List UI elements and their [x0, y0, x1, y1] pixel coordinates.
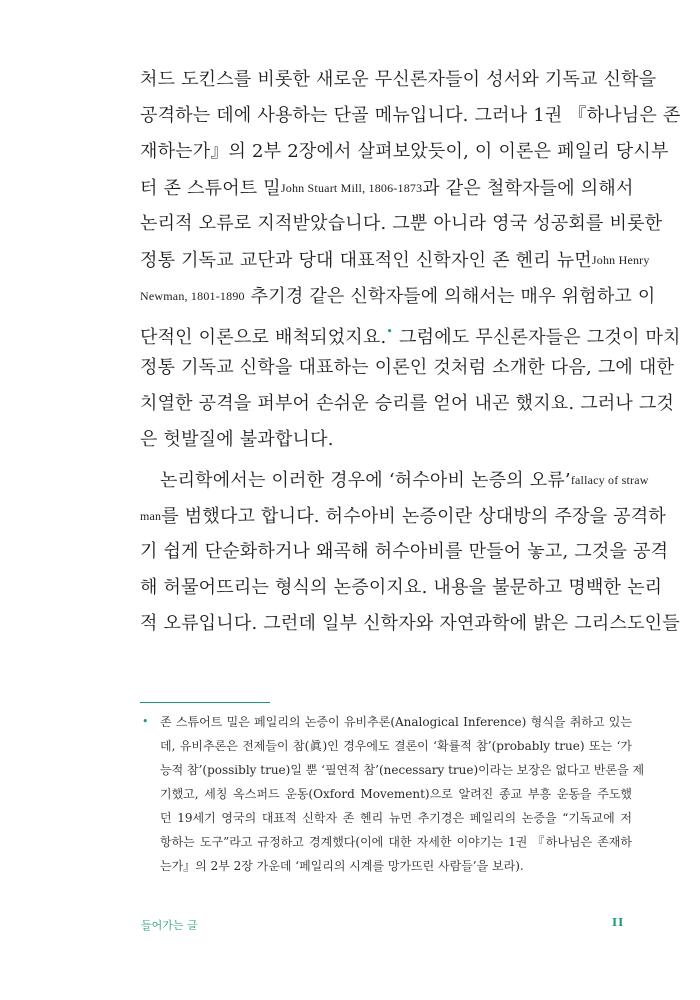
text-line [140, 242, 650, 278]
page-number: II [612, 916, 625, 929]
running-footer-section: 들어가는 글 [141, 919, 198, 932]
text-segment: 그럼에도 무신론자들은 그것이 마치 [393, 327, 681, 348]
text-segment: 과 같은 철학자들에 의해서 [422, 178, 634, 199]
footnote-marker[interactable]: • [386, 325, 394, 338]
text-line: 처드 도킨스를 비롯한 새로운 무신론자들이 성서와 기독교 신학을 [140, 69, 657, 90]
text-line: 적 오류입니다. 그런데 일부 신학자와 자연과학에 밝은 그리스도인들 [140, 613, 680, 634]
text-segment: 정통 기독교 교단과 당대 대표적인 신학자인 존 헨리 뉴먼 [140, 250, 592, 271]
footnote-line: 항하는 도구”라고 규정하고 경계했다(이에 대한 자세한 이야기는 1권 『하나님은 존재하 [160, 835, 632, 849]
text-line: 은 헛발질에 불과합니다. [140, 429, 334, 450]
text-line: 논리적 오류로 지적받았습니다. 그뿐 아니라 영국 성공회를 비롯한 [140, 213, 663, 234]
text-segment: 터 존 스튜어트 밀 [140, 178, 281, 199]
footnote-line: 기했고, 세칭 옥스퍼드 운동(Oxford Movement)으로 알려진 종교 부흥 운동을 주도했 [160, 787, 632, 801]
text-line: 기 쉽게 단순화하거나 왜곡해 허수아비를 만들어 놓고, 그것을 공격 [140, 541, 669, 562]
gloss-english: Newman, 1801-1890 [140, 289, 245, 303]
text-line [140, 314, 681, 350]
text-line: 재하는가』의 2부 2장에서 살펴보았듯이, 이 이론은 페일리 당시부 [140, 141, 669, 162]
text-segment: 추기경 같은 신학자들에 의해서는 매우 위험하고 이 [244, 286, 656, 307]
footnote-line: 존 스튜어트 밀은 페일리의 논증이 유비추론(Analogical Inference) 형식을 취하고 있는 [160, 715, 632, 729]
text-segment: 논리학에서는 이러한 경우에 ‘허수아비 논증의 오류’ [160, 470, 571, 491]
text-segment: 단적인 이론으로 배척되었지요. [140, 327, 387, 348]
text-line: 치열한 공격을 퍼부어 손쉬운 승리를 얻어 내곤 했지요. 그러나 그것 [140, 393, 675, 414]
footnote-divider [140, 702, 270, 703]
text-line [140, 462, 649, 498]
text-line [140, 170, 632, 206]
text-line: 정통 기독교 신학을 대표하는 이론인 것처럼 소개한 다음, 그에 대한 [140, 357, 675, 378]
gloss-english: John Henry [591, 253, 650, 267]
text-line [140, 498, 666, 534]
body-text [140, 62, 681, 642]
footnote-bullet: • [142, 715, 149, 728]
footnote-line: 데, 유비추론은 전제들이 참(眞)인 경우에도 결론이 ‘확률적 참’(probably true) 또는 ‘가 [160, 739, 632, 753]
footnote [142, 710, 645, 878]
footnote-line: 는가』의 2부 2장 가운데 ‘페일리의 시계를 망가뜨린 사람들’을 보라). [160, 859, 524, 873]
footnote-line: 능적 참’(possibly true)일 뿐 ‘필연적 참’(necessary true)이라는 보장은 없다고 반론을 제 [160, 763, 645, 777]
text-segment: 를 범했다고 합니다. 허수아비 논증이란 상대방의 주장을 공격하 [161, 506, 666, 527]
gloss-english: man [140, 509, 162, 523]
text-line [140, 278, 656, 314]
text-line: 공격하는 데에 사용하는 단골 메뉴입니다. 그러나 1권 『하나님은 존 [140, 105, 681, 126]
text-line: 해 허물어뜨리는 형식의 논증이지요. 내용을 불문하고 명백한 논리 [140, 577, 663, 598]
footnote-line: 던 19세기 영국의 대표적 신학자 존 헨리 뉴먼 추기경은 페일리의 논증을 “기독교에 저 [160, 811, 632, 825]
gloss-english: John Stuart Mill, 1806-1873 [280, 181, 423, 195]
gloss-english: fallacy of straw [570, 473, 649, 487]
